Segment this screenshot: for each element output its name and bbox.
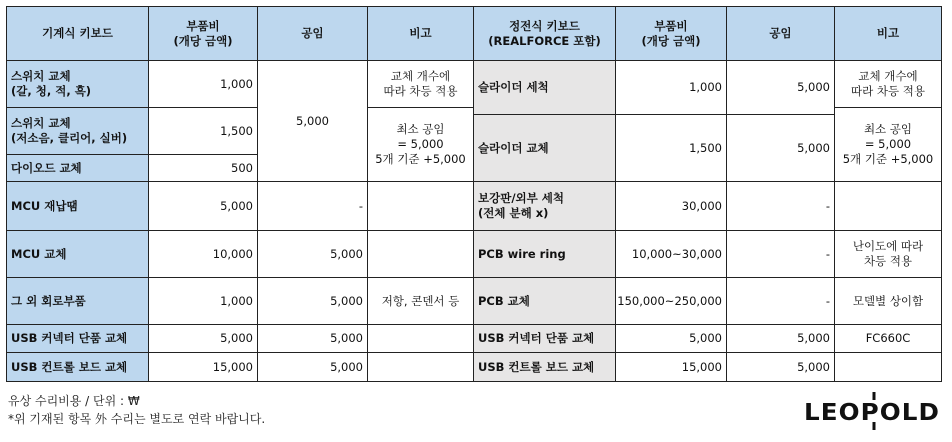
mech-row-part: 5,000 (148, 324, 258, 353)
mech-header-part: 부품비 (개당 금액) (148, 6, 258, 61)
mech-row-label: 스위치 교체 (갈, 청, 적, 흑) (6, 60, 149, 108)
cap-header-part: 부품비 (개당 금액) (615, 6, 727, 61)
cap-row-note: 모델별 상이함 (834, 277, 942, 325)
cap-row-label: 슬라이더 세척 (473, 60, 616, 115)
mech-row-part: 1,000 (148, 277, 258, 325)
cap-row-labor: - (726, 181, 835, 231)
cap-header-labor: 공임 (726, 6, 835, 61)
mech-row-label: MCU 교체 (6, 230, 149, 278)
mech-row-labor: 5,000 (257, 324, 368, 353)
mech-header-title: 기계식 키보드 (6, 6, 149, 61)
mech-switch-note-bottom: 최소 공임 = 5,000 5개 기준 +5,000 (367, 107, 474, 182)
cap-header-title: 정전식 키보드 (REALFORCE 포함) (473, 6, 616, 61)
mech-row-part: 1,500 (148, 107, 258, 155)
cap-row-part: 10,000~30,000 (615, 230, 727, 278)
mech-header-labor: 공임 (257, 6, 368, 61)
cap-row-part: 30,000 (615, 181, 727, 231)
logo-text: LEOPOLD (804, 400, 940, 426)
cap-row-label: 보강판/외부 세척 (전체 분해 x) (473, 181, 616, 231)
cap-row-label: PCB 교체 (473, 277, 616, 325)
mech-row-label: MCU 재납땜 (6, 181, 149, 231)
cap-row-note (834, 352, 942, 382)
mech-row-note (367, 230, 474, 278)
cap-row-note (834, 181, 942, 231)
mech-row-part: 15,000 (148, 352, 258, 382)
mech-switch-labor: 5,000 (257, 60, 368, 182)
mech-row-note: 저항, 콘덴서 등 (367, 277, 474, 325)
cap-row-labor: 5,000 (726, 114, 835, 182)
cap-row-label: 슬라이더 교체 (473, 114, 616, 182)
cap-row-label: USB 커넥터 단품 교체 (473, 324, 616, 353)
mech-row-labor: 5,000 (257, 230, 368, 278)
cap-slider-note-top: 교체 개수에 따라 차등 적용 (834, 60, 942, 108)
mech-row-label: 다이오드 교체 (6, 154, 149, 182)
mech-row-part: 500 (148, 154, 258, 182)
mech-switch-note-top: 교체 개수에 따라 차등 적용 (367, 60, 474, 108)
cap-header-note: 비고 (834, 6, 942, 61)
mech-row-note (367, 324, 474, 353)
cap-row-part: 1,500 (615, 114, 727, 182)
cap-row-note: 난이도에 따라 차등 적용 (834, 230, 942, 278)
mech-row-labor: 5,000 (257, 352, 368, 382)
mech-row-labor: - (257, 181, 368, 231)
mech-row-part: 10,000 (148, 230, 258, 278)
mech-row-labor: 5,000 (257, 277, 368, 325)
cap-row-labor: 5,000 (726, 324, 835, 353)
mech-row-label: 스위치 교체 (저소음, 클리어, 실버) (6, 107, 149, 155)
cap-row-part: 5,000 (615, 324, 727, 353)
cap-row-labor: - (726, 277, 835, 325)
cap-row-labor: 5,000 (726, 352, 835, 382)
mech-row-note (367, 352, 474, 382)
cap-row-labor: - (726, 230, 835, 278)
mech-row-label: 그 외 회로부품 (6, 277, 149, 325)
cap-row-note: FC660C (834, 324, 942, 353)
footer-contact-note: *위 기재된 항목 外 수리는 별도로 연락 바랍니다. (8, 412, 266, 426)
mech-row-part: 5,000 (148, 181, 258, 231)
mech-row-note (367, 181, 474, 231)
cap-row-labor: 5,000 (726, 60, 835, 115)
mech-row-label: USB 커넥터 단품 교체 (6, 324, 149, 353)
cap-row-part: 150,000~250,000 (615, 277, 727, 325)
mech-header-note: 비고 (367, 6, 474, 61)
cap-row-label: PCB wire ring (473, 230, 616, 278)
cap-row-part: 15,000 (615, 352, 727, 382)
cap-row-part: 1,000 (615, 60, 727, 115)
mech-row-part: 1,000 (148, 60, 258, 108)
mech-row-label: USB 컨트롤 보드 교체 (6, 352, 149, 382)
footer-unit-note: 유상 수리비용 / 단위 : ₩ (8, 394, 140, 408)
cap-slider-note-bottom: 최소 공임 = 5,000 5개 기준 +5,000 (834, 107, 942, 182)
cap-row-label: USB 컨트롤 보드 교체 (473, 352, 616, 382)
leopold-logo (804, 390, 940, 432)
